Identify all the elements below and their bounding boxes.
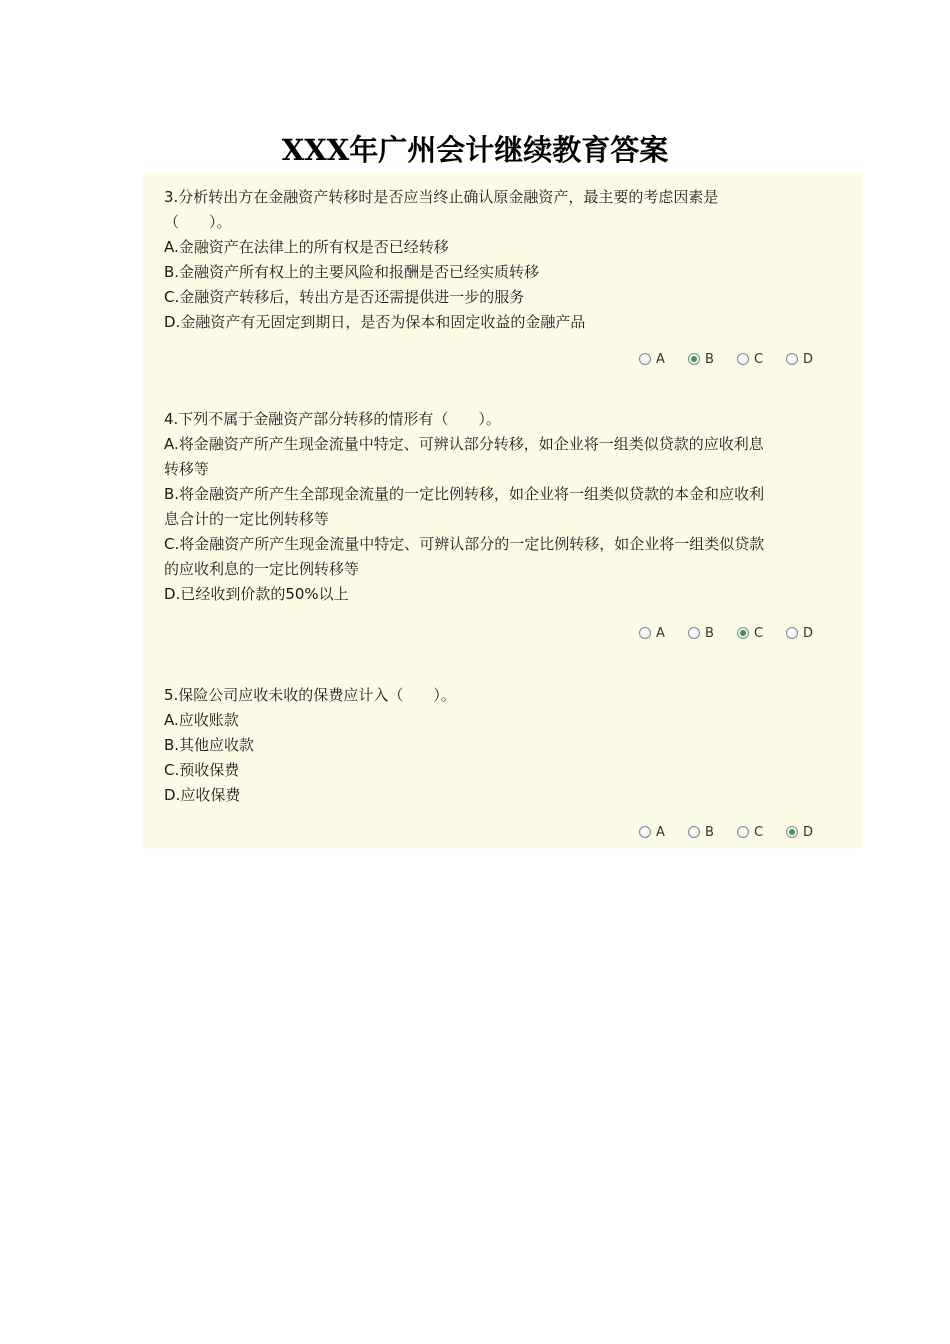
question-4-answer-radios <box>639 623 839 643</box>
radio-button[interactable] <box>737 826 749 838</box>
radio-label: B <box>705 351 714 367</box>
radio-label: C <box>754 351 764 367</box>
radio-button[interactable] <box>639 826 651 838</box>
question-3-text <box>164 185 844 335</box>
question-4-choice-a-cont: 转移等 <box>164 460 210 478</box>
question-4-stem: 4.下列不属于金融资产部分转移的情形有（ ）。 <box>164 410 501 428</box>
question-4-choice-c: C.将金融资产所产生现金流量中特定、可辨认部分的一定比例转移，如企业将一组类似贷款 <box>164 535 765 553</box>
radio-button[interactable] <box>786 353 798 365</box>
radio-label: C <box>754 625 764 641</box>
page-title: XXX年广州会计继续教育答案 <box>281 133 669 167</box>
question-3-radio-c[interactable] <box>737 349 763 369</box>
quiz-panel <box>143 172 863 849</box>
radio-button[interactable] <box>786 826 798 838</box>
radio-button[interactable] <box>688 826 700 838</box>
radio-label: A <box>656 824 665 840</box>
question-3-choice-d: D.金融资产有无固定到期日，是否为保本和固定收益的金融产品 <box>164 313 586 331</box>
question-5-radio-b[interactable] <box>688 822 714 842</box>
radio-label: B <box>705 625 714 641</box>
radio-button[interactable] <box>737 627 749 639</box>
question-5-choice-b: B.其他应收款 <box>164 736 255 754</box>
question-4-radio-a[interactable] <box>639 623 665 643</box>
question-4-text <box>164 407 844 607</box>
question-3-answer-radios <box>639 349 839 369</box>
question-4-choice-a: A.将金融资产所产生现金流量中特定、可辨认部分转移，如企业将一组类似贷款的应收利息 <box>164 435 764 453</box>
radio-button[interactable] <box>688 627 700 639</box>
question-3-choice-b: B.金融资产所有权上的主要风险和报酬是否已经实质转移 <box>164 263 540 281</box>
radio-label: C <box>754 824 764 840</box>
question-5-choice-c: C.预收保费 <box>164 761 240 779</box>
question-3-stem: 3.分析转出方在金融资产转移时是否应当终止确认原金融资产，最主要的考虑因素是 <box>164 188 719 206</box>
radio-button[interactable] <box>639 353 651 365</box>
question-5-radio-d[interactable] <box>786 822 813 842</box>
question-5-choice-a: A.应收账款 <box>164 711 239 729</box>
question-3-radio-a[interactable] <box>639 349 665 369</box>
question-3-choice-c: C.金融资产转移后，转出方是否还需提供进一步的服务 <box>164 288 525 306</box>
radio-button[interactable] <box>786 627 798 639</box>
question-5-radio-a[interactable] <box>639 822 665 842</box>
question-4-choice-c-cont: 的应收利息的一定比例转移等 <box>164 560 360 578</box>
question-4-choice-b: B.将金融资产所产生全部现金流量的一定比例转移，如企业将一组类似贷款的本金和应收利 <box>164 485 765 503</box>
question-5-text <box>164 683 844 808</box>
question-5-stem: 5.保险公司应收未收的保费应计入（ ）。 <box>164 686 456 704</box>
question-4-choice-d: D.已经收到价款的50%以上 <box>164 585 349 603</box>
radio-label: B <box>705 824 714 840</box>
radio-label: D <box>803 824 814 840</box>
radio-label: D <box>803 625 814 641</box>
radio-button[interactable] <box>688 353 700 365</box>
radio-button[interactable] <box>737 353 749 365</box>
question-4-choice-b-cont: 息合计的一定比例转移等 <box>164 510 330 528</box>
question-4-radio-b[interactable] <box>688 623 714 643</box>
question-3-stem-blank: （ ）。 <box>164 213 232 231</box>
radio-label: A <box>656 351 665 367</box>
radio-label: A <box>656 625 665 641</box>
question-5-radio-c[interactable] <box>737 822 763 842</box>
question-3-radio-d[interactable] <box>786 349 813 369</box>
question-4-radio-d[interactable] <box>786 623 813 643</box>
question-5-choice-d: D.应收保费 <box>164 786 241 804</box>
radio-button[interactable] <box>639 627 651 639</box>
question-3-radio-b[interactable] <box>688 349 714 369</box>
question-5-answer-radios <box>639 822 839 842</box>
radio-label: D <box>803 351 814 367</box>
question-3-choice-a: A.金融资产在法律上的所有权是否已经转移 <box>164 238 449 256</box>
question-4-radio-c[interactable] <box>737 623 763 643</box>
